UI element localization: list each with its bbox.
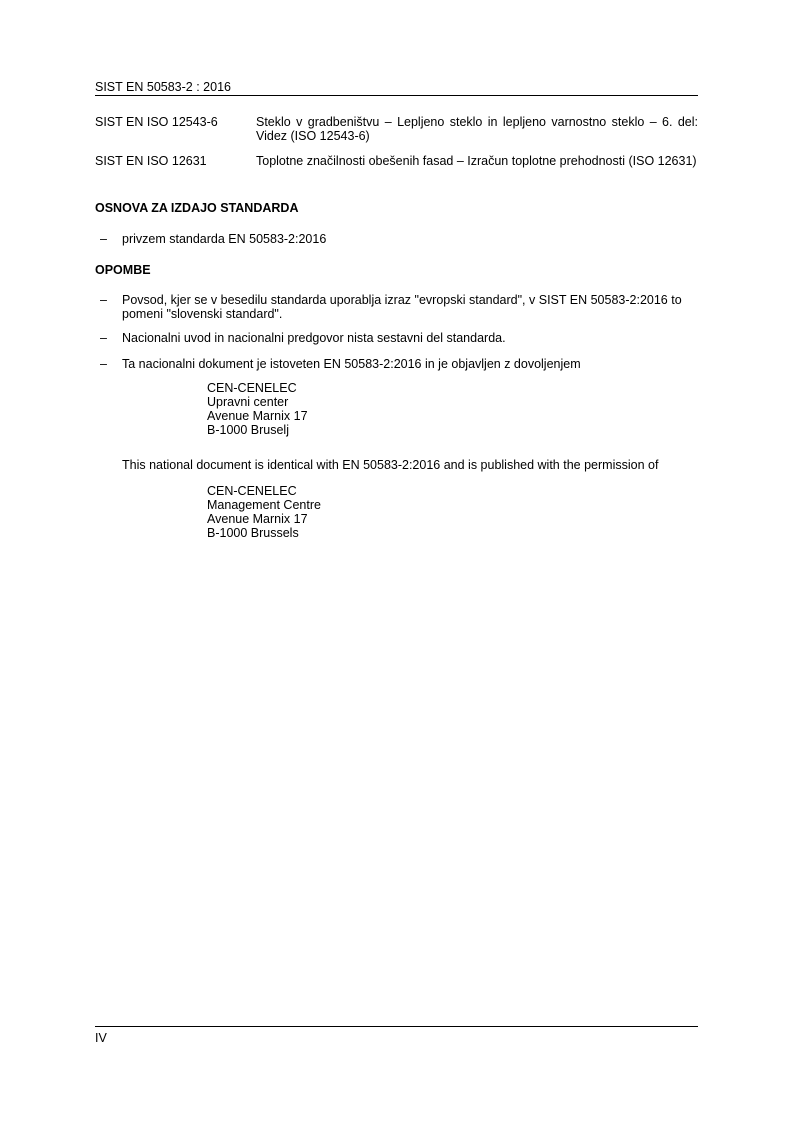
- footer-rule: [95, 1026, 698, 1027]
- address-line: Avenue Marnix 17: [207, 409, 308, 423]
- address-line: Upravni center: [207, 395, 289, 409]
- header-rule: [95, 95, 698, 96]
- basis-item-text: privzem standarda EN 50583-2:2016: [122, 232, 327, 246]
- english-note: This national document is identical with EN 50583-2:2016 and is published with the permission of: [122, 458, 659, 472]
- notes-heading: OPOMBE: [95, 263, 151, 277]
- dash-bullet: –: [100, 331, 107, 345]
- reference-title: Steklo v gradbeništvu – Lepljeno steklo in lepljeno varnostno steklo – 6. del: Videz (ISO 12543-6): [256, 115, 698, 143]
- basis-heading: OSNOVA ZA IZDAJO STANDARDA: [95, 201, 299, 215]
- address-line: CEN-CENELEC: [207, 484, 297, 498]
- address-english: [207, 484, 321, 540]
- reference-code: SIST EN ISO 12631: [95, 154, 207, 168]
- address-line: Avenue Marnix 17: [207, 512, 308, 526]
- address-line: B-1000 Bruselj: [207, 423, 289, 437]
- reference-title: Toplotne značilnosti obešenih fasad – Izračun toplotne prehodnosti (ISO 12631): [256, 154, 697, 168]
- dash-bullet: –: [100, 357, 107, 371]
- address-line: CEN-CENELEC: [207, 381, 297, 395]
- reference-code: SIST EN ISO 12543-6: [95, 115, 218, 129]
- header-title: SIST EN 50583-2 : 2016: [95, 80, 231, 94]
- dash-bullet: –: [100, 293, 107, 307]
- address-line: B-1000 Brussels: [207, 526, 299, 540]
- address-slovenian: [207, 381, 308, 437]
- dash-bullet: –: [100, 232, 107, 246]
- address-line: Management Centre: [207, 498, 321, 512]
- note-item-text: Nacionalni uvod in nacionalni predgovor nista sestavni del standarda.: [122, 331, 506, 345]
- note-item-text: Ta nacionalni dokument je istoveten EN 50583-2:2016 in je objavljen z dovoljenjem: [122, 357, 581, 371]
- page-number: IV: [95, 1031, 107, 1045]
- note-item-text: Povsod, kjer se v besedilu standarda uporablja izraz "evropski standard", v SIST EN 50583-2:2016 to pomeni "slovenski standard".: [122, 293, 682, 321]
